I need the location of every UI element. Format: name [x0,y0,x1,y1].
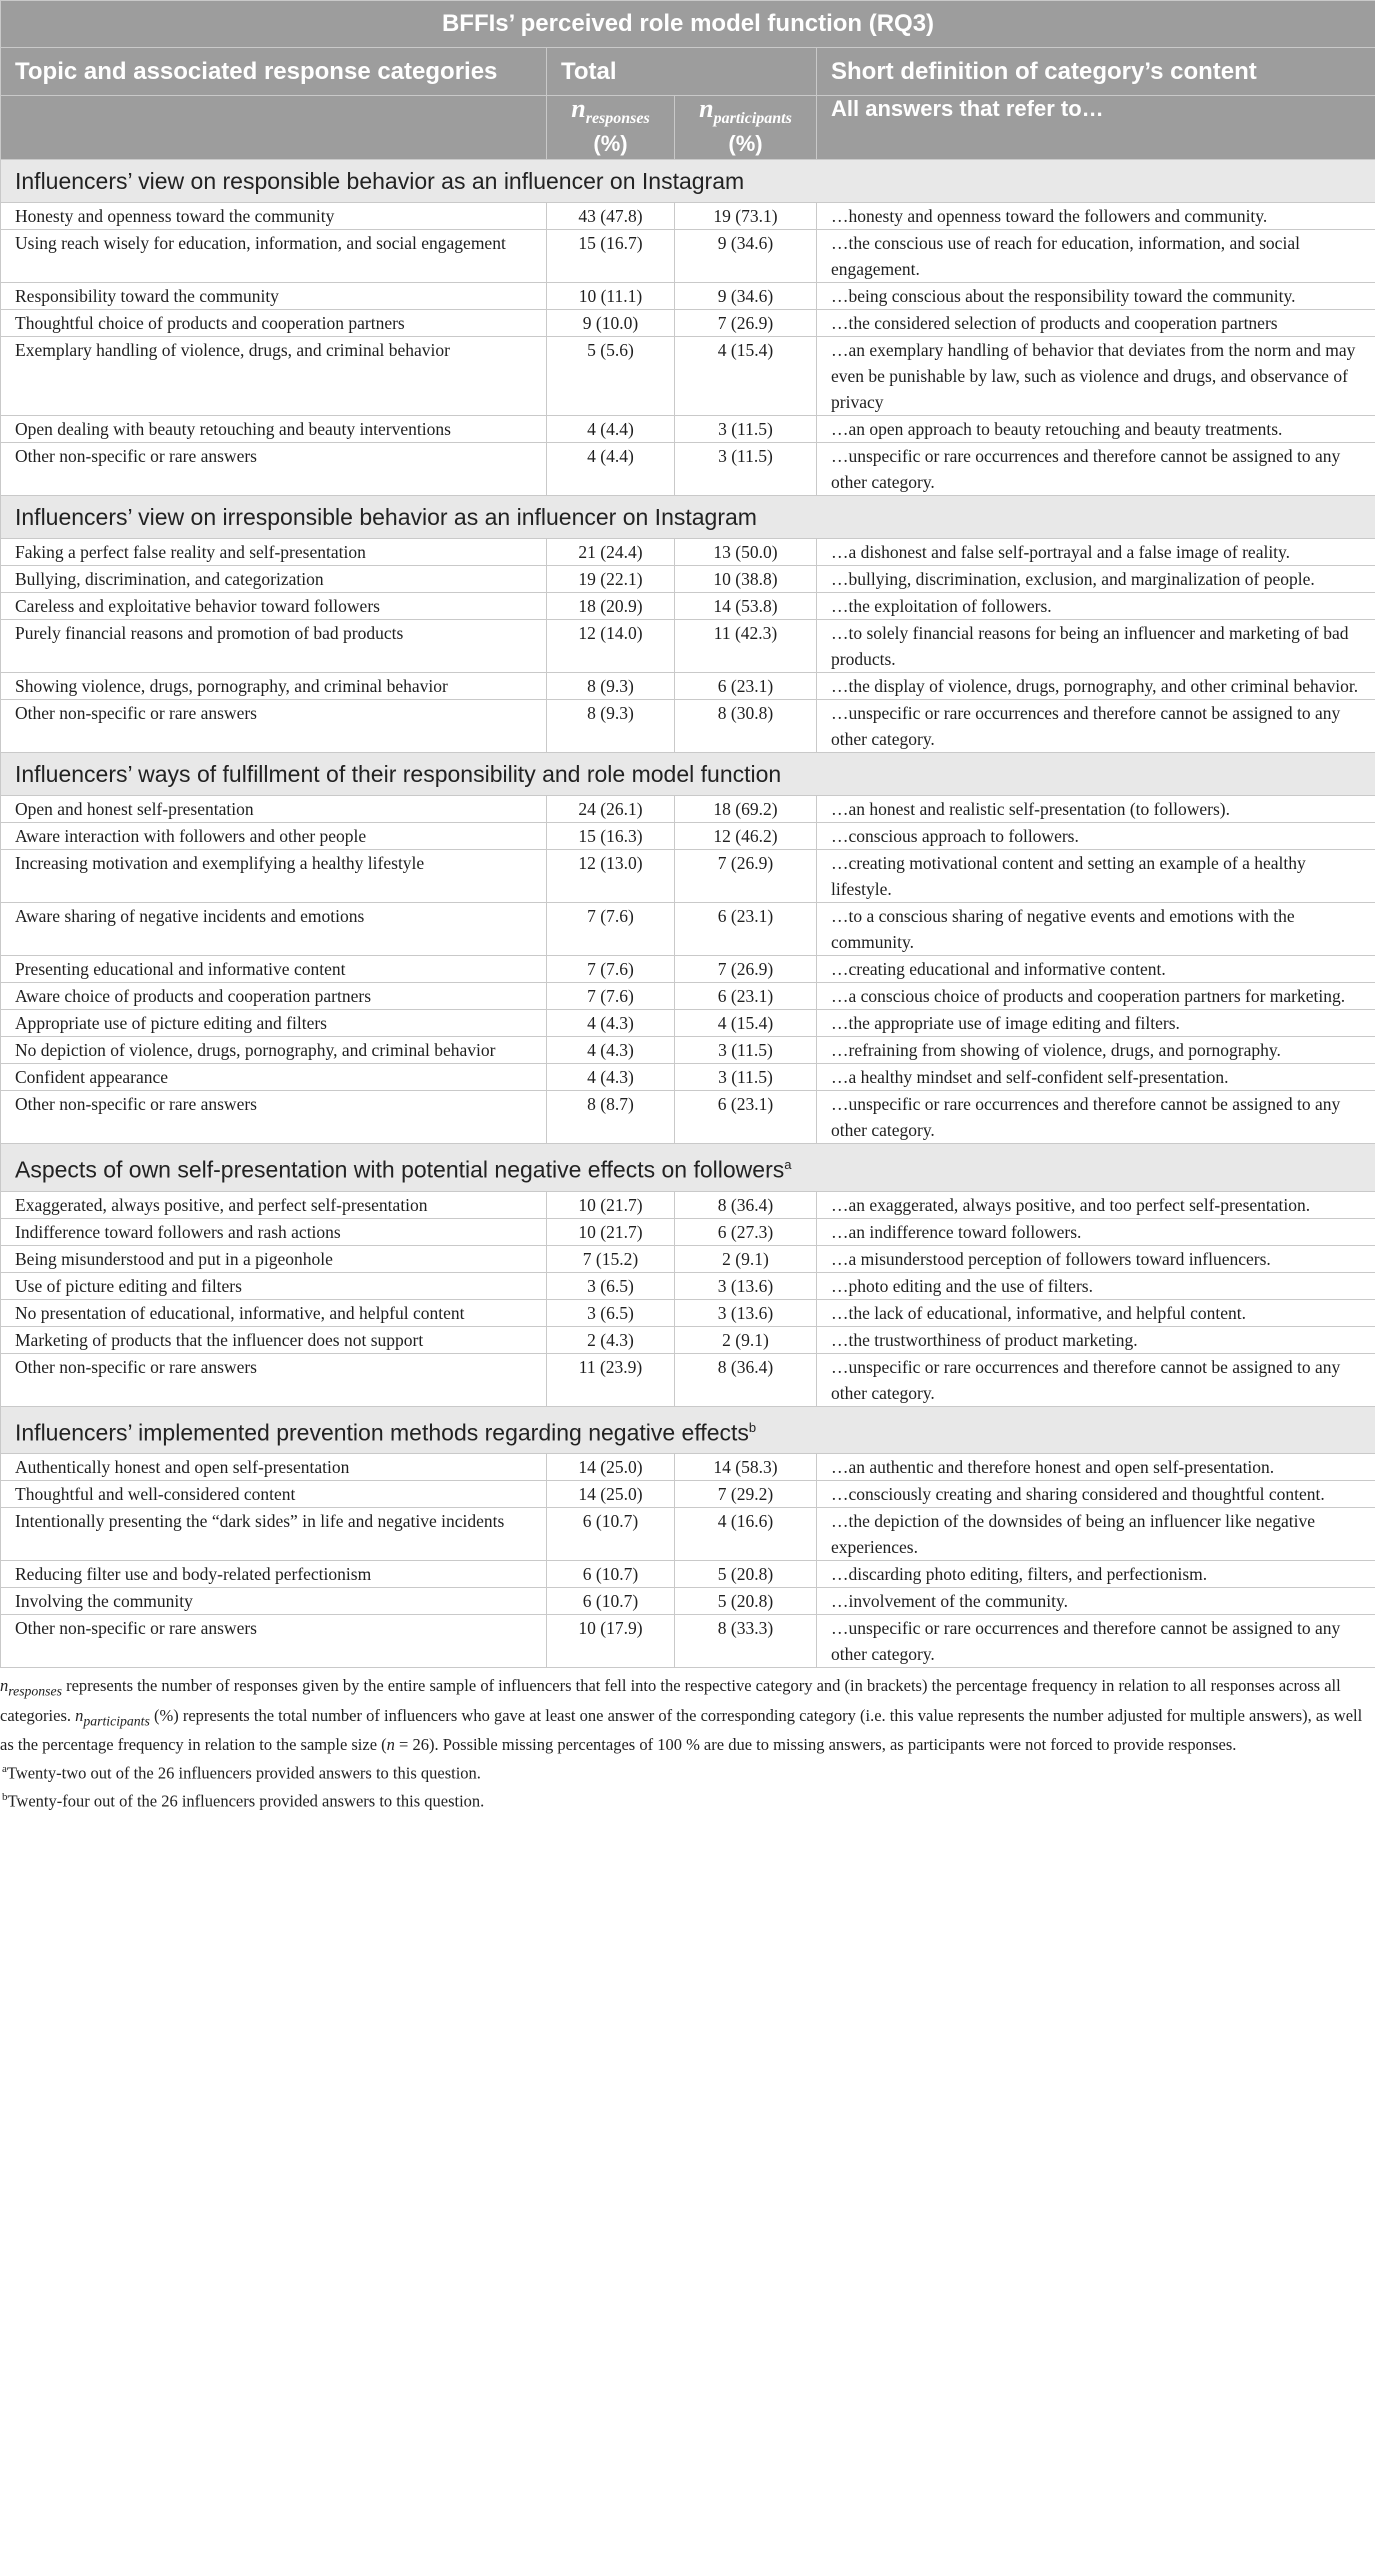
definition-cell: …the display of violence, drugs, pornography, and other criminal behavior. [817,673,1375,700]
definition-cell: …involvement of the community. [817,1588,1375,1615]
n-responses-cell: 10 (17.9) [547,1615,675,1668]
n-participants-cell: 10 (38.8) [675,566,817,593]
table-row [1,1037,1375,1064]
topic-cell: No presentation of educational, informative, and helpful content [1,1299,547,1326]
table-row [1,796,1375,823]
n-responses-cell: 3 (6.5) [547,1272,675,1299]
n-participants-cell: 6 (23.1) [675,903,817,956]
n-responses-cell: 4 (4.3) [547,1037,675,1064]
definition-cell: …refraining from showing of violence, drugs, and pornography. [817,1037,1375,1064]
definition-cell: …a conscious choice of products and cooperation partners for marketing. [817,983,1375,1010]
table-row [1,539,1375,566]
topic-cell: Reducing filter use and body-related perfectionism [1,1561,547,1588]
topic-cell: Involving the community [1,1588,547,1615]
definition-cell: …to a conscious sharing of negative events and emotions with the community. [817,903,1375,956]
definition-cell: …discarding photo editing, filters, and perfectionism. [817,1561,1375,1588]
table-row [1,230,1375,283]
table-row [1,1615,1375,1668]
table-row [1,1064,1375,1091]
table-row [1,903,1375,956]
n-participants-cell: 6 (23.1) [675,983,817,1010]
definition-cell: …being conscious about the responsibility toward the community. [817,283,1375,310]
definition-cell: …unspecific or rare occurrences and therefore cannot be assigned to any other category. [817,1353,1375,1406]
definition-cell: …a dishonest and false self-portrayal and a false image of reality. [817,539,1375,566]
n-responses-cell: 12 (14.0) [547,620,675,673]
n-responses-cell: 2 (4.3) [547,1326,675,1353]
topic-cell: Faking a perfect false reality and self-presentation [1,539,547,566]
n-participants-cell: 6 (23.1) [675,673,817,700]
n-participants-cell: 8 (36.4) [675,1191,817,1218]
n-participants-cell: 9 (34.6) [675,230,817,283]
table-row [1,310,1375,337]
definition-cell: …unspecific or rare occurrences and therefore cannot be assigned to any other category. [817,1615,1375,1668]
topic-cell: Bullying, discrimination, and categorization [1,566,547,593]
n-participants-cell: 8 (33.3) [675,1615,817,1668]
column-header-row [1,48,1375,96]
n-participants-cell: 3 (11.5) [675,443,817,496]
section-header-row [1,1144,1375,1192]
n-participants-cell: 3 (11.5) [675,416,817,443]
n-responses-cell: 4 (4.3) [547,1010,675,1037]
n-responses-cell: 15 (16.3) [547,823,675,850]
definition-cell: …to solely financial reasons for being an influencer and marketing of bad products. [817,620,1375,673]
topic-cell: Marketing of products that the influencer does not support [1,1326,547,1353]
topic-cell: Use of picture editing and filters [1,1272,547,1299]
topic-cell: Thoughtful choice of products and cooperation partners [1,310,547,337]
topic-cell: Other non-specific or rare answers [1,1615,547,1668]
definition-cell: …an indifference toward followers. [817,1218,1375,1245]
topic-cell: Aware sharing of negative incidents and emotions [1,903,547,956]
n-participants-cell: 3 (13.6) [675,1299,817,1326]
topic-cell: Exemplary handling of violence, drugs, and criminal behavior [1,337,547,416]
topic-cell: Open dealing with beauty retouching and beauty interventions [1,416,547,443]
table-title-row [1,1,1375,48]
n-responses-cell: 4 (4.4) [547,416,675,443]
n-participants-cell: 7 (26.9) [675,850,817,903]
n-responses-cell: 10 (21.7) [547,1218,675,1245]
topic-cell: No depiction of violence, drugs, pornography, and criminal behavior [1,1037,547,1064]
definition-cell: …consciously creating and sharing considered and thoughtful content. [817,1481,1375,1508]
definition-cell: …the conscious use of reach for education, information, and social engagement. [817,230,1375,283]
n-participants-cell: 12 (46.2) [675,823,817,850]
n-participants-cell: 2 (9.1) [675,1326,817,1353]
section-header-row [1,496,1375,539]
section-header-row [1,753,1375,796]
definition-header: Short definition of category’s content [817,48,1375,96]
all-answers-header: All answers that refer to… [817,96,1375,160]
n-participants-cell: 7 (26.9) [675,310,817,337]
table-row [1,700,1375,753]
topic-cell: Appropriate use of picture editing and filters [1,1010,547,1037]
table-body [1,160,1375,1668]
n-responses-cell: 6 (10.7) [547,1508,675,1561]
footnote-a: $^a$Twenty-two out of the 26 influencers provided answers to this question. [2,1762,481,1783]
n-participants-cell: 3 (13.6) [675,1272,817,1299]
topic-cell: Responsibility toward the community [1,283,547,310]
n-participants-cell: 9 (34.6) [675,283,817,310]
n-responses-cell: 6 (10.7) [547,1561,675,1588]
definition-cell: …the exploitation of followers. [817,593,1375,620]
topic-cell: Thoughtful and well-considered content [1,1481,547,1508]
table-row [1,1508,1375,1561]
table-row [1,1218,1375,1245]
table-row [1,956,1375,983]
footnote-b: $^b$Twenty-four out of the 26 influencers provided answers to this question. [2,1791,485,1811]
definition-cell: …photo editing and the use of filters. [817,1272,1375,1299]
n-responses-cell: 8 (8.7) [547,1091,675,1144]
definition-cell: …a healthy mindset and self-confident self-presentation. [817,1064,1375,1091]
subheader-row [1,96,1375,160]
n-participants-cell: 6 (27.3) [675,1218,817,1245]
table-row [1,1272,1375,1299]
definition-cell: …the appropriate use of image editing and filters. [817,1010,1375,1037]
section-title: Aspects of own self-presentation with potential negative effects on followers$^a$ [1,1144,1375,1192]
n-participants-cell: 13 (50.0) [675,539,817,566]
n-participants-cell: 8 (36.4) [675,1353,817,1406]
table-row [1,673,1375,700]
table-row [1,1245,1375,1272]
definition-cell: …an honest and realistic self-presentation (to followers). [817,796,1375,823]
table-row [1,850,1375,903]
topic-cell: Presenting educational and informative content [1,956,547,983]
n-participants-cell: 5 (20.8) [675,1561,817,1588]
n-responses-cell: 14 (25.0) [547,1454,675,1481]
topic-cell: Careless and exploitative behavior toward followers [1,593,547,620]
n-participants-header: $n_{participants}$ (%) [675,96,817,160]
table-row [1,566,1375,593]
table-row [1,1561,1375,1588]
topic-cell: Being misunderstood and put in a pigeonhole [1,1245,547,1272]
n-participants-cell: 3 (11.5) [675,1064,817,1091]
definition-cell: …an authentic and therefore honest and open self-presentation. [817,1454,1375,1481]
n-responses-header: $n_{responses}$ (%) [547,96,675,160]
n-responses-cell: 7 (7.6) [547,903,675,956]
n-participants-cell: 11 (42.3) [675,620,817,673]
n-participants-cell: 3 (11.5) [675,1037,817,1064]
n-responses-cell: 7 (7.6) [547,956,675,983]
definition-cell: …the depiction of the downsides of being an influencer like negative experiences. [817,1508,1375,1561]
topic-cell: Increasing motivation and exemplifying a healthy lifestyle [1,850,547,903]
table-row [1,1326,1375,1353]
definition-cell: …bullying, discrimination, exclusion, and marginalization of people. [817,566,1375,593]
n-participants-cell: 7 (26.9) [675,956,817,983]
definition-cell: …an exemplary handling of behavior that deviates from the norm and may even be punishable by law, such as violence and drugs, and observance of privacy [817,337,1375,416]
table-row [1,1191,1375,1218]
definition-cell: …an open approach to beauty retouching and beauty treatments. [817,416,1375,443]
n-responses-cell: 18 (20.9) [547,593,675,620]
topic-cell: Indifference toward followers and rash actions [1,1218,547,1245]
table-row [1,203,1375,230]
n-responses-cell: 6 (10.7) [547,1588,675,1615]
n-responses-cell: 12 (13.0) [547,850,675,903]
topic-header: Topic and associated response categories [1,48,547,96]
n-responses-cell: 4 (4.3) [547,1064,675,1091]
n-responses-cell: 9 (10.0) [547,310,675,337]
n-responses-cell: 21 (24.4) [547,539,675,566]
topic-subheader-empty [1,96,547,160]
n-responses-cell: 4 (4.4) [547,443,675,496]
section-title: Influencers’ view on irresponsible behavior as an influencer on Instagram [1,496,1375,539]
definition-cell: …honesty and openness toward the followers and community. [817,203,1375,230]
table-row [1,620,1375,673]
table-row [1,1588,1375,1615]
definition-cell: …the considered selection of products and cooperation partners [817,310,1375,337]
table-row [1,443,1375,496]
topic-cell: Other non-specific or rare answers [1,1353,547,1406]
n-responses-cell: 24 (26.1) [547,796,675,823]
topic-cell: Intentionally presenting the “dark sides” in life and negative incidents [1,1508,547,1561]
table-row [1,823,1375,850]
n-participants-cell: 5 (20.8) [675,1588,817,1615]
topic-cell: Purely financial reasons and promotion of bad products [1,620,547,673]
n-responses-cell: 8 (9.3) [547,700,675,753]
table-row [1,1010,1375,1037]
n-responses-cell: 11 (23.9) [547,1353,675,1406]
topic-cell: Open and honest self-presentation [1,796,547,823]
n-responses-cell: 10 (11.1) [547,283,675,310]
n-responses-cell: 43 (47.8) [547,203,675,230]
topic-cell: Showing violence, drugs, pornography, and criminal behavior [1,673,547,700]
definition-cell: …the lack of educational, informative, and helpful content. [817,1299,1375,1326]
n-responses-cell: 19 (22.1) [547,566,675,593]
definition-cell: …unspecific or rare occurrences and therefore cannot be assigned to any other category. [817,700,1375,753]
table-title: BFFIs’ perceived role model function (RQ3) [1,1,1375,48]
definition-cell: …creating motivational content and setting an example of a healthy lifestyle. [817,850,1375,903]
n-participants-cell: 2 (9.1) [675,1245,817,1272]
table-row [1,337,1375,416]
n-participants-cell: 14 (58.3) [675,1454,817,1481]
n-participants-cell: 14 (53.8) [675,593,817,620]
section-title: Influencers’ ways of fulfillment of their responsibility and role model function [1,753,1375,796]
topic-cell: Aware interaction with followers and other people [1,823,547,850]
n-responses-cell: 5 (5.6) [547,337,675,416]
topic-cell: Authentically honest and open self-presentation [1,1454,547,1481]
n-responses-cell: 15 (16.7) [547,230,675,283]
n-participants-cell: 4 (15.4) [675,1010,817,1037]
table-row [1,283,1375,310]
n-participants-cell: 7 (29.2) [675,1481,817,1508]
n-participants-cell: 6 (23.1) [675,1091,817,1144]
definition-cell: …the trustworthiness of product marketing. [817,1326,1375,1353]
topic-cell: Using reach wisely for education, information, and social engagement [1,230,547,283]
definition-cell: …conscious approach to followers. [817,823,1375,850]
footnotes [0,1674,1375,1814]
topic-cell: Honesty and openness toward the community [1,203,547,230]
definition-cell: …creating educational and informative content. [817,956,1375,983]
n-participants-cell: 4 (16.6) [675,1508,817,1561]
n-participants-cell: 18 (69.2) [675,796,817,823]
n-participants-cell: 4 (15.4) [675,337,817,416]
definition-cell: …unspecific or rare occurrences and therefore cannot be assigned to any other category. [817,1091,1375,1144]
table-row [1,983,1375,1010]
table-row [1,1481,1375,1508]
topic-cell: Exaggerated, always positive, and perfect self-presentation [1,1191,547,1218]
topic-cell: Other non-specific or rare answers [1,700,547,753]
definition-cell: …unspecific or rare occurrences and therefore cannot be assigned to any other category. [817,443,1375,496]
table-row [1,1299,1375,1326]
n-responses-cell: 7 (7.6) [547,983,675,1010]
section-header-row [1,160,1375,203]
table-row [1,1091,1375,1144]
topic-cell: Other non-specific or rare answers [1,443,547,496]
topic-cell: Aware choice of products and cooperation partners [1,983,547,1010]
section-header-row [1,1406,1375,1454]
topic-cell: Confident appearance [1,1064,547,1091]
definition-cell: …an exaggerated, always positive, and too perfect self-presentation. [817,1191,1375,1218]
n-responses-cell: 7 (15.2) [547,1245,675,1272]
n-responses-cell: 8 (9.3) [547,673,675,700]
table-row [1,1454,1375,1481]
n-participants-cell: 19 (73.1) [675,203,817,230]
section-title: Influencers’ view on responsible behavior as an influencer on Instagram [1,160,1375,203]
definition-cell: …a misunderstood perception of followers toward influencers. [817,1245,1375,1272]
n-responses-cell: 10 (21.7) [547,1191,675,1218]
n-responses-cell: 3 (6.5) [547,1299,675,1326]
table-row [1,416,1375,443]
table-row [1,593,1375,620]
section-title: Influencers’ implemented prevention methods regarding negative effects$^b$ [1,1406,1375,1454]
total-header: Total [547,48,817,96]
n-responses-cell: 14 (25.0) [547,1481,675,1508]
n-participants-cell: 8 (30.8) [675,700,817,753]
table-row [1,1353,1375,1406]
topic-cell: Other non-specific or rare answers [1,1091,547,1144]
footnote-main: $n_{responses}$ represents the number of responses given by the entire sample of influencers that fell into the respective category and (in brackets) the percentage frequency in relation to all responses across all categories. $n_{participants}$ (%) represents the total number of influencers who gave at least one answer of the corresponding category (i.e. this value represents the number adjusted for multiple answers), as well as the percentage frequency in relation to the sample size (n = 26). Possible missing percentages of 100 % are due to missing answers, as participants were not forced to provide responses. [0,1676,1363,1754]
